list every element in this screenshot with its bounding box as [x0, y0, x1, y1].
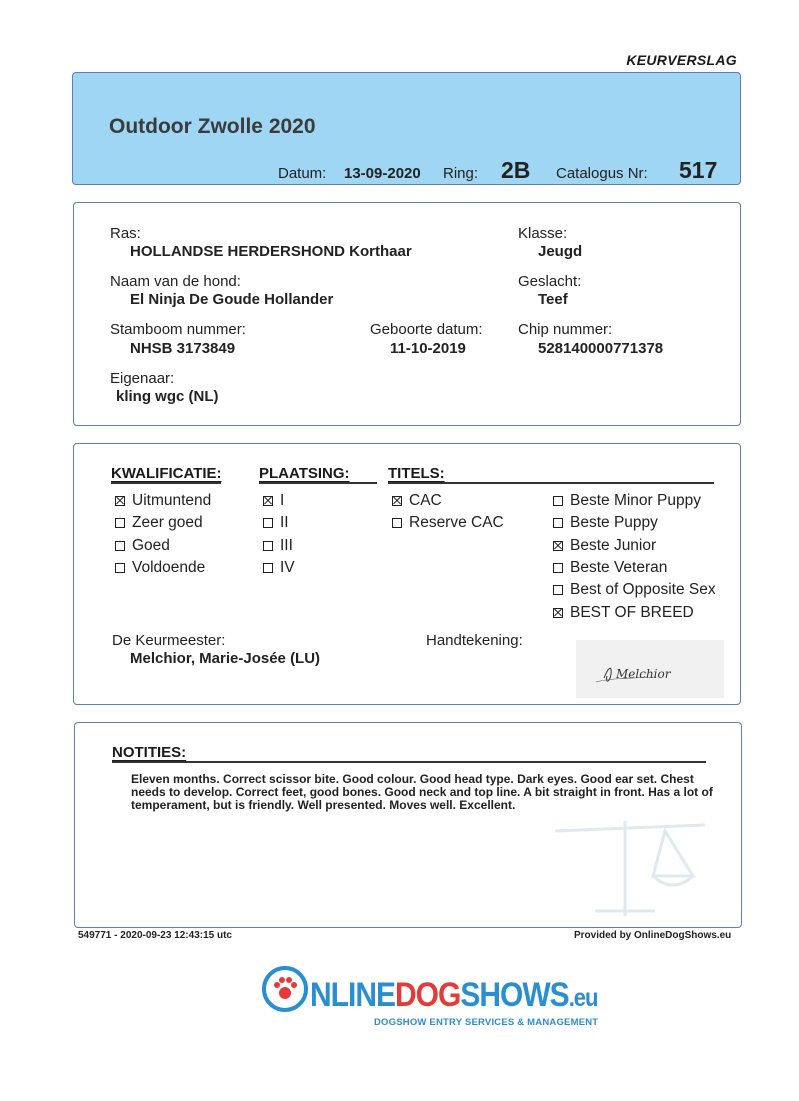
qualification-rule: [111, 482, 221, 484]
judge-value: Melchior, Marie-Josée (LU): [130, 650, 321, 667]
signature-label: Handtekening:: [426, 632, 523, 649]
chip-value: 528140000771378: [538, 340, 664, 357]
paw-logo-icon: [262, 966, 308, 1012]
title-option-beste-junior[interactable]: Beste Junior: [553, 535, 716, 557]
checkbox-icon[interactable]: [392, 496, 402, 506]
qualification-option-voldoende[interactable]: Voldoende: [115, 557, 211, 579]
breed-label: Ras:: [110, 225, 141, 242]
class-value: Jeugd: [538, 243, 583, 260]
signature-area: [576, 640, 724, 698]
judging-result-panel: [73, 443, 741, 705]
event-title: Outdoor Zwolle 2020: [109, 115, 316, 138]
placement-list: [263, 490, 295, 579]
sex-value: Teef: [538, 291, 568, 308]
birth-date-value: 11-10-2019: [390, 340, 466, 357]
notes-text: Eleven months. Correct scissor bite. Good colour. Good head type. Dark eyes. Good ear set. Chest needs to develop. Correct feet, good bones. Good neck and top line. A bit straight in front. Has a lot of temperament, but is friendly. Well presented. Moves well. Excellent.: [131, 772, 713, 812]
owner-label: Eigenaar:: [110, 370, 175, 387]
checkbox-icon[interactable]: [553, 496, 563, 506]
placement-option-2[interactable]: II: [263, 512, 295, 534]
qualification-header: KWALIFICATIE:: [111, 465, 222, 482]
titles-header: TITELS:: [388, 465, 445, 482]
checkbox-icon[interactable]: [115, 563, 125, 573]
chip-label: Chip nummer:: [518, 321, 613, 338]
title-option-cac[interactable]: CAC: [392, 490, 504, 512]
qualification-list: [115, 490, 211, 579]
ring-value: 2B: [501, 157, 531, 183]
checkbox-icon[interactable]: [263, 518, 273, 528]
title-option-beste-puppy[interactable]: Beste Puppy: [553, 512, 716, 534]
dog-name-label: Naam van de hond:: [110, 273, 241, 290]
qualification-option-uitmuntend[interactable]: Uitmuntend: [115, 490, 211, 512]
placement-header: PLAATSING:: [259, 465, 350, 482]
date-label: Datum:: [278, 165, 327, 182]
notes-header: NOTITIES:: [112, 744, 187, 761]
titles-right-list: [553, 490, 716, 624]
notes-rule: [112, 761, 706, 763]
birth-date-label: Geboorte datum:: [370, 321, 483, 338]
footer-id: 549771 - 2020-09-23 12:43:15 utc: [78, 930, 232, 941]
qualification-option-zeer-goed[interactable]: Zeer goed: [115, 512, 211, 534]
logo-tagline: DOGSHOW ENTRY SERVICES & MANAGEMENT: [374, 1017, 599, 1028]
event-header: [72, 72, 741, 185]
ring-label: Ring:: [443, 165, 479, 182]
checkbox-icon[interactable]: [115, 496, 125, 506]
catalog-value: 517: [679, 157, 718, 183]
catalog-label: Catalogus Nr:: [556, 165, 648, 182]
pedigree-value: NHSB 3173849: [130, 340, 236, 357]
owner-value: kling wgc (NL): [116, 388, 219, 405]
sex-label: Geslacht:: [518, 273, 582, 290]
scales-watermark-icon: [535, 801, 735, 921]
checkbox-icon[interactable]: [263, 563, 273, 573]
pedigree-label: Stamboom nummer:: [110, 321, 246, 338]
title-option-beste-veteran[interactable]: Beste Veteran: [553, 557, 716, 579]
footer-provider: Provided by OnlineDogShows.eu: [574, 930, 732, 941]
placement-option-1[interactable]: I: [263, 490, 295, 512]
logo-wordmark: NLINEDOGSHOWS.eu: [310, 976, 598, 1014]
titles-rule: [388, 482, 714, 484]
checkbox-icon[interactable]: [553, 608, 563, 618]
checkbox-icon[interactable]: [115, 541, 125, 551]
title-option-reserve-cac[interactable]: Reserve CAC: [392, 512, 504, 534]
checkbox-icon[interactable]: [553, 541, 563, 551]
judge-label: De Keurmeester:: [112, 632, 226, 649]
qualification-option-goed[interactable]: Goed: [115, 535, 211, 557]
dog-name-value: El Ninja De Goude Hollander: [130, 291, 334, 308]
placement-option-3[interactable]: III: [263, 535, 295, 557]
date-value: 13-09-2020: [344, 165, 421, 182]
title-option-best-of-breed[interactable]: BEST OF BREED: [553, 601, 716, 623]
titles-left-list: [392, 490, 504, 535]
notes-panel: [74, 722, 742, 928]
checkbox-icon[interactable]: [553, 585, 563, 595]
signature-text: Melchior: [616, 667, 671, 681]
breed-value: HOLLANDSE HERDERSHOND Korthaar: [130, 243, 412, 260]
checkbox-icon[interactable]: [553, 563, 563, 573]
placement-option-4[interactable]: IV: [263, 557, 295, 579]
checkbox-icon[interactable]: [263, 541, 273, 551]
report-label: KEURVERSLAG: [626, 52, 737, 68]
dog-info-panel: [73, 202, 741, 426]
checkbox-icon[interactable]: [115, 518, 125, 528]
title-option-best-of-opposite-sex[interactable]: Best of Opposite Sex: [553, 579, 716, 601]
checkbox-icon[interactable]: [553, 518, 563, 528]
checkbox-icon[interactable]: [392, 518, 402, 528]
class-label: Klasse:: [518, 225, 568, 242]
placement-rule: [259, 482, 377, 484]
title-option-beste-minor-puppy[interactable]: Beste Minor Puppy: [553, 490, 716, 512]
onlinedogshows-logo: [262, 962, 599, 1032]
checkbox-icon[interactable]: [263, 496, 273, 506]
